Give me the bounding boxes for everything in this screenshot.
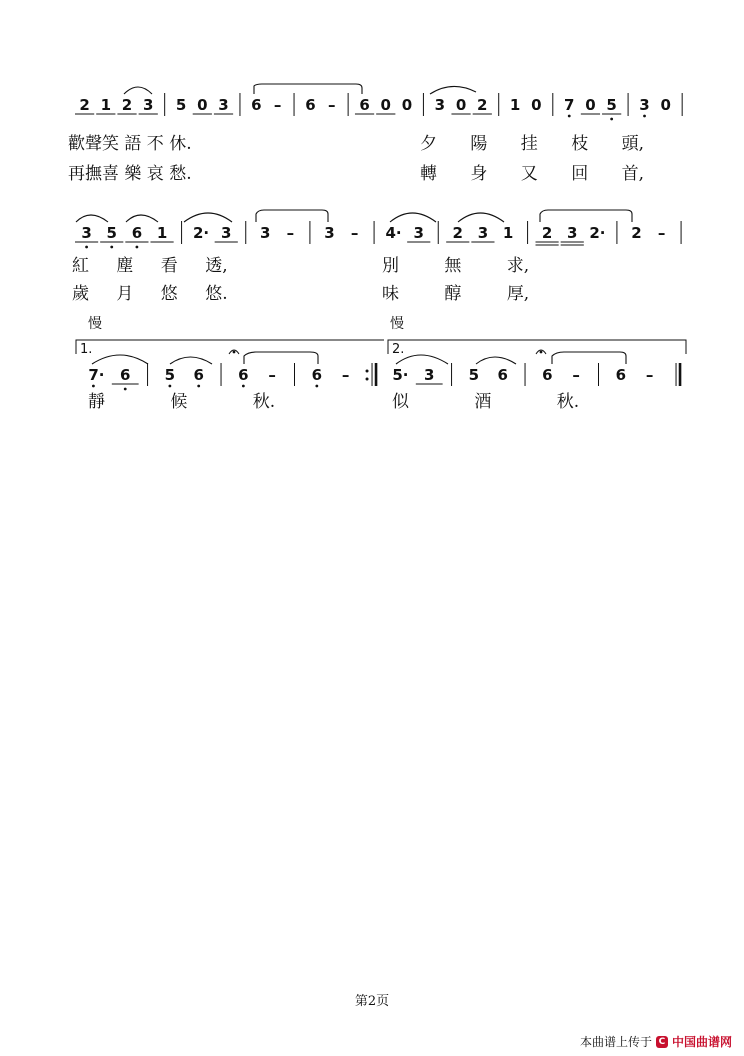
- site-logo-text: 中国曲谱网: [671, 1035, 732, 1049]
- note: 2: [452, 224, 463, 242]
- low-octave-dot: [136, 246, 139, 249]
- low-octave-dot: [643, 115, 646, 118]
- note: 6: [120, 366, 131, 384]
- low-octave-dot: [110, 246, 113, 249]
- low-octave-dot: [92, 385, 95, 388]
- note: 1: [100, 96, 112, 114]
- note: 0: [197, 96, 208, 114]
- low-octave-dot: [242, 385, 245, 388]
- note: 0: [380, 96, 391, 114]
- note: 6: [193, 366, 204, 384]
- note: 6: [359, 96, 370, 114]
- page-number: 第2页: [354, 994, 390, 1009]
- note: 2: [541, 224, 553, 242]
- dash-note: –: [657, 224, 666, 242]
- low-octave-dot: [610, 118, 613, 121]
- low-octave-dot: [168, 385, 171, 388]
- volta-1-label: 1.: [80, 342, 93, 357]
- note: 7: [564, 96, 575, 114]
- note: 1: [509, 96, 521, 114]
- note: 6: [497, 366, 508, 384]
- dash-note: –: [286, 224, 295, 242]
- note: 0: [660, 96, 671, 114]
- footer-credit: [580, 1033, 732, 1050]
- note: 6: [542, 366, 553, 384]
- note: 6: [131, 224, 143, 242]
- dash-note: –: [268, 366, 276, 384]
- lyric-line-1-verse-2-part-b: 轉 身 又 回 首,: [420, 164, 645, 184]
- low-octave-dot: [85, 246, 88, 249]
- note: 1: [156, 224, 168, 242]
- note: 5: [164, 366, 176, 384]
- dash-note: –: [350, 224, 359, 242]
- note: 3: [434, 96, 446, 114]
- note: 2: [79, 96, 90, 114]
- score-line-2: [75, 221, 681, 248]
- tempo-mark-slow-1: 慢: [88, 316, 102, 332]
- note: 2·: [193, 224, 210, 242]
- lyric-line-1-verse-1-part-a: 歡聲笑 語 不 休.: [68, 134, 192, 154]
- dash-note: –: [572, 366, 580, 384]
- note: 1: [502, 224, 514, 242]
- note: 5: [468, 366, 480, 384]
- note: 3: [477, 224, 489, 242]
- note: 3: [221, 224, 232, 242]
- dash-note: –: [341, 366, 350, 384]
- note: 0: [455, 96, 467, 114]
- note: 0: [585, 96, 596, 114]
- note: 5: [175, 96, 187, 114]
- lyric-line-2-verse-2-part-b: 味 醇 厚,: [382, 284, 530, 304]
- note: 6: [615, 366, 627, 384]
- note: 3: [424, 366, 435, 384]
- low-octave-dot: [197, 385, 200, 388]
- footer-upload-text: 本曲谱上传于: [579, 1035, 652, 1049]
- note: 3: [413, 224, 424, 242]
- note: 7·: [88, 366, 105, 384]
- note: 3: [218, 96, 229, 114]
- lyric-line-1-verse-1-part-b: 夕 陽 挂 枝 頭,: [420, 134, 645, 154]
- note: 6: [251, 96, 262, 114]
- tempo-mark-slow-2: 慢: [390, 316, 404, 332]
- note: 3: [567, 224, 578, 242]
- note: 6: [305, 96, 316, 114]
- low-octave-dot: [315, 385, 318, 388]
- note: 6: [311, 366, 323, 384]
- note: 2: [477, 96, 488, 114]
- note: 3: [260, 224, 271, 242]
- note: 3: [81, 224, 92, 242]
- note: 5: [606, 96, 617, 114]
- note: 2: [631, 224, 642, 242]
- note: 6: [238, 366, 249, 384]
- dash-note: –: [327, 96, 336, 114]
- note: 0: [531, 96, 542, 114]
- volta-2-label: 2.: [392, 342, 405, 357]
- low-octave-dot: [124, 388, 127, 391]
- logo-icon: C: [656, 1036, 668, 1048]
- dash-note: –: [273, 96, 282, 114]
- note: 3: [324, 224, 335, 242]
- score-line-1: [75, 93, 682, 120]
- note: 2·: [589, 224, 606, 242]
- note: 5: [106, 224, 117, 242]
- lyric-line-2-verse-1-part-b: 別 無 求,: [382, 256, 530, 276]
- note: 3: [143, 96, 154, 114]
- note: 2: [121, 96, 133, 114]
- repeat-end-barline: [366, 363, 377, 386]
- lyric-line-1-verse-2-part-a: 再撫喜 樂 哀 愁.: [68, 164, 192, 184]
- final-barline: [676, 363, 680, 386]
- score-line-3: [88, 363, 680, 390]
- note: 3: [639, 96, 650, 114]
- lyric-line-2-verse-1-part-a: 紅 塵 看 透,: [72, 256, 228, 276]
- dash-note: –: [645, 366, 654, 384]
- lyric-line-3-ending-1: 靜 候 秋.: [88, 392, 276, 412]
- lyric-line-3-ending-2: 似 酒 秋.: [392, 392, 580, 412]
- lyric-line-2-verse-2-part-a: 歲 月 悠 悠.: [72, 284, 228, 304]
- note: 4·: [385, 224, 402, 242]
- low-octave-dot: [568, 115, 571, 118]
- note: 5·: [392, 366, 409, 384]
- note: 0: [401, 96, 413, 114]
